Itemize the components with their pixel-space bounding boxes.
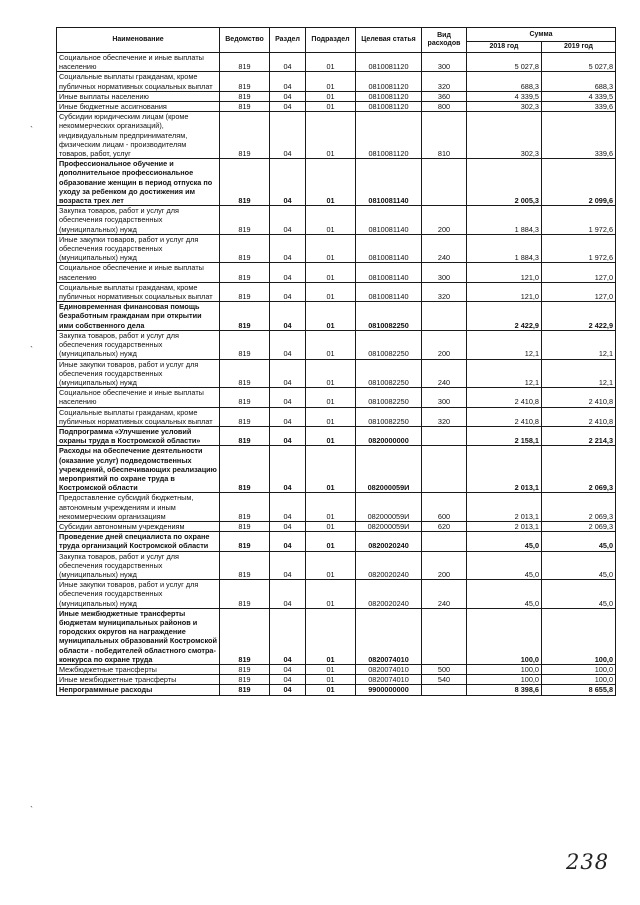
cell-target: 0820074010 xyxy=(356,608,422,664)
cell-name: Субсидии автономным учреждениям xyxy=(57,521,220,531)
cell-vedomstvo: 819 xyxy=(220,330,270,359)
cell-name: Иные закупки товаров, работ и услуг для обеспечения государственных (муниципальных) нужд xyxy=(57,580,220,609)
cell-target: 0810082250 xyxy=(356,359,422,388)
cell-razdel: 04 xyxy=(270,72,306,91)
col-header-podrazdel: Подраздел xyxy=(306,28,356,53)
cell-vedomstvo: 819 xyxy=(220,551,270,580)
table-row xyxy=(57,521,616,531)
cell-name: Иные выплаты населению xyxy=(57,91,220,101)
table-row xyxy=(57,608,616,664)
cell-podrazdel: 01 xyxy=(306,407,356,426)
table-row xyxy=(57,330,616,359)
cell-2019: 12,1 xyxy=(542,330,616,359)
cell-razdel: 04 xyxy=(270,102,306,112)
cell-podrazdel: 01 xyxy=(306,521,356,531)
cell-vid: 360 xyxy=(422,91,467,101)
table-row xyxy=(57,234,616,263)
col-header-name: Наименование xyxy=(57,28,220,53)
cell-vedomstvo: 819 xyxy=(220,234,270,263)
cell-2018: 100,0 xyxy=(467,608,542,664)
cell-2019: 1 972,6 xyxy=(542,206,616,235)
cell-target: 0810081140 xyxy=(356,282,422,301)
cell-target: 0820074010 xyxy=(356,665,422,675)
cell-target: 0820020240 xyxy=(356,532,422,551)
cell-2018: 8 398,6 xyxy=(467,685,542,695)
cell-podrazdel: 01 xyxy=(306,608,356,664)
cell-2018: 12,1 xyxy=(467,330,542,359)
page-number: 238 xyxy=(566,850,610,874)
cell-razdel: 04 xyxy=(270,551,306,580)
cell-vid: 240 xyxy=(422,359,467,388)
table-row xyxy=(57,53,616,72)
cell-podrazdel: 01 xyxy=(306,330,356,359)
cell-razdel: 04 xyxy=(270,159,306,206)
table-row xyxy=(57,206,616,235)
table-row xyxy=(57,551,616,580)
cell-podrazdel: 01 xyxy=(306,446,356,493)
cell-vid: 200 xyxy=(422,330,467,359)
cell-target: 0810082250 xyxy=(356,407,422,426)
cell-2019: 2 422,9 xyxy=(542,302,616,331)
cell-vedomstvo: 819 xyxy=(220,580,270,609)
cell-target: 0810081140 xyxy=(356,206,422,235)
table-row xyxy=(57,665,616,675)
cell-2019: 339,6 xyxy=(542,102,616,112)
cell-razdel: 04 xyxy=(270,608,306,664)
cell-2019: 2 069,3 xyxy=(542,521,616,531)
cell-2018: 302,3 xyxy=(467,112,542,159)
cell-2019: 45,0 xyxy=(542,580,616,609)
cell-target: 082000059И xyxy=(356,446,422,493)
cell-vedomstvo: 819 xyxy=(220,665,270,675)
cell-razdel: 04 xyxy=(270,685,306,695)
cell-podrazdel: 01 xyxy=(306,72,356,91)
cell-podrazdel: 01 xyxy=(306,102,356,112)
cell-razdel: 04 xyxy=(270,493,306,522)
cell-2018: 100,0 xyxy=(467,675,542,685)
cell-razdel: 04 xyxy=(270,302,306,331)
cell-vedomstvo: 819 xyxy=(220,53,270,72)
cell-name: Социальные выплаты гражданам, кроме публичных нормативных социальных выплат xyxy=(57,282,220,301)
table-row xyxy=(57,532,616,551)
cell-podrazdel: 01 xyxy=(306,665,356,675)
cell-2018: 5 027,8 xyxy=(467,53,542,72)
cell-target: 0810081120 xyxy=(356,102,422,112)
cell-vedomstvo: 819 xyxy=(220,263,270,282)
cell-2018: 2 422,9 xyxy=(467,302,542,331)
cell-podrazdel: 01 xyxy=(306,685,356,695)
cell-2019: 100,0 xyxy=(542,675,616,685)
table-row xyxy=(57,72,616,91)
cell-2019: 45,0 xyxy=(542,532,616,551)
cell-razdel: 04 xyxy=(270,532,306,551)
cell-2019: 45,0 xyxy=(542,551,616,580)
table-row xyxy=(57,282,616,301)
cell-razdel: 04 xyxy=(270,580,306,609)
cell-target: 0810082250 xyxy=(356,302,422,331)
cell-name: Закупка товаров, работ и услуг для обеспечения государственных (муниципальных) нужд xyxy=(57,330,220,359)
cell-vid: 320 xyxy=(422,282,467,301)
cell-podrazdel: 01 xyxy=(306,206,356,235)
cell-podrazdel: 01 xyxy=(306,263,356,282)
cell-vid: 600 xyxy=(422,493,467,522)
cell-razdel: 04 xyxy=(270,234,306,263)
cell-vedomstvo: 819 xyxy=(220,407,270,426)
cell-razdel: 04 xyxy=(270,521,306,531)
cell-vedomstvo: 819 xyxy=(220,685,270,695)
cell-vedomstvo: 819 xyxy=(220,282,270,301)
cell-2018: 45,0 xyxy=(467,580,542,609)
table-row xyxy=(57,426,616,445)
cell-vid xyxy=(422,608,467,664)
cell-2019: 8 655,8 xyxy=(542,685,616,695)
table-row xyxy=(57,580,616,609)
cell-podrazdel: 01 xyxy=(306,426,356,445)
cell-vedomstvo: 819 xyxy=(220,102,270,112)
table-row xyxy=(57,263,616,282)
cell-vid: 240 xyxy=(422,234,467,263)
cell-2018: 121,0 xyxy=(467,282,542,301)
cell-name: Предоставление субсидий бюджетным, автономным учреждениям и иным некоммерческим организациям xyxy=(57,493,220,522)
cell-podrazdel: 01 xyxy=(306,91,356,101)
cell-vedomstvo: 819 xyxy=(220,521,270,531)
cell-vedomstvo: 819 xyxy=(220,675,270,685)
cell-target: 0810081120 xyxy=(356,53,422,72)
cell-razdel: 04 xyxy=(270,263,306,282)
cell-vid: 500 xyxy=(422,665,467,675)
table-row xyxy=(57,446,616,493)
cell-vedomstvo: 819 xyxy=(220,91,270,101)
cell-target: 0810081120 xyxy=(356,112,422,159)
cell-vid xyxy=(422,532,467,551)
cell-2019: 339,6 xyxy=(542,112,616,159)
cell-2019: 100,0 xyxy=(542,608,616,664)
cell-2019: 5 027,8 xyxy=(542,53,616,72)
cell-target: 0820000000 xyxy=(356,426,422,445)
cell-2018: 2 013,1 xyxy=(467,493,542,522)
cell-podrazdel: 01 xyxy=(306,234,356,263)
cell-2019: 127,0 xyxy=(542,282,616,301)
cell-2018: 2 013,1 xyxy=(467,446,542,493)
cell-razdel: 04 xyxy=(270,91,306,101)
table-row xyxy=(57,112,616,159)
cell-2019: 688,3 xyxy=(542,72,616,91)
cell-razdel: 04 xyxy=(270,675,306,685)
cell-2018: 2 013,1 xyxy=(467,521,542,531)
table-row xyxy=(57,359,616,388)
cell-vid: 300 xyxy=(422,388,467,407)
cell-name: Социальное обеспечение и иные выплаты населению xyxy=(57,263,220,282)
cell-razdel: 04 xyxy=(270,388,306,407)
cell-vedomstvo: 819 xyxy=(220,426,270,445)
cell-razdel: 04 xyxy=(270,282,306,301)
cell-razdel: 04 xyxy=(270,446,306,493)
cell-podrazdel: 01 xyxy=(306,359,356,388)
cell-2019: 127,0 xyxy=(542,263,616,282)
table-row xyxy=(57,102,616,112)
cell-vedomstvo: 819 xyxy=(220,388,270,407)
budget-sheet xyxy=(56,27,615,696)
cell-vid: 540 xyxy=(422,675,467,685)
cell-vid: 240 xyxy=(422,580,467,609)
cell-target: 0810081120 xyxy=(356,72,422,91)
cell-vedomstvo: 819 xyxy=(220,493,270,522)
cell-name: Профессиональное обучение и дополнительное профессиональное образование женщин в период отпуска по уходу за ребенком до достижения им возраста трех лет xyxy=(57,159,220,206)
cell-name: Социальное обеспечение и иные выплаты населению xyxy=(57,53,220,72)
cell-podrazdel: 01 xyxy=(306,159,356,206)
cell-razdel: 04 xyxy=(270,206,306,235)
cell-target: 082000059И xyxy=(356,493,422,522)
cell-podrazdel: 01 xyxy=(306,302,356,331)
cell-2018: 12,1 xyxy=(467,359,542,388)
cell-vid: 300 xyxy=(422,263,467,282)
cell-2019: 2 410,8 xyxy=(542,388,616,407)
cell-podrazdel: 01 xyxy=(306,675,356,685)
cell-2018: 121,0 xyxy=(467,263,542,282)
cell-vedomstvo: 819 xyxy=(220,608,270,664)
cell-target: 0810082250 xyxy=(356,388,422,407)
cell-vid xyxy=(422,302,467,331)
cell-name: Иные закупки товаров, работ и услуг для обеспечения государственных (муниципальных) нужд xyxy=(57,234,220,263)
cell-name: Подпрограмма «Улучшение условий охраны труда в Костромской области» xyxy=(57,426,220,445)
cell-target: 0820020240 xyxy=(356,551,422,580)
cell-2018: 2 005,3 xyxy=(467,159,542,206)
cell-name: Иные межбюджетные трансферты xyxy=(57,675,220,685)
cell-target: 9900000000 xyxy=(356,685,422,695)
cell-vid: 800 xyxy=(422,102,467,112)
table-row xyxy=(57,159,616,206)
table-row xyxy=(57,493,616,522)
cell-vedomstvo: 819 xyxy=(220,359,270,388)
col-header-vedomstvo: Ведомство xyxy=(220,28,270,53)
cell-vedomstvo: 819 xyxy=(220,302,270,331)
cell-name: Иные межбюджетные трансферты бюджетам муниципальных районов и городских округов на награждение муниципальных образований Костромской области - победителей областного смотра-конкурса по охране труда xyxy=(57,608,220,664)
cell-2018: 4 339,5 xyxy=(467,91,542,101)
cell-2019: 2 410,8 xyxy=(542,407,616,426)
cell-vid: 810 xyxy=(422,112,467,159)
cell-vedomstvo: 819 xyxy=(220,206,270,235)
cell-podrazdel: 01 xyxy=(306,532,356,551)
cell-2019: 12,1 xyxy=(542,359,616,388)
cell-2018: 2 158,1 xyxy=(467,426,542,445)
margin-tick: ` xyxy=(30,345,33,355)
cell-target: 0810081140 xyxy=(356,263,422,282)
cell-target: 0820020240 xyxy=(356,580,422,609)
col-header-target: Целевая статья xyxy=(356,28,422,53)
cell-razdel: 04 xyxy=(270,665,306,675)
cell-vedomstvo: 819 xyxy=(220,72,270,91)
cell-name: Межбюджетные трансферты xyxy=(57,665,220,675)
cell-vedomstvo: 819 xyxy=(220,446,270,493)
cell-2019: 2 214,3 xyxy=(542,426,616,445)
table-row xyxy=(57,388,616,407)
cell-razdel: 04 xyxy=(270,359,306,388)
cell-podrazdel: 01 xyxy=(306,112,356,159)
budget-table xyxy=(56,27,616,696)
cell-podrazdel: 01 xyxy=(306,388,356,407)
cell-2018: 45,0 xyxy=(467,551,542,580)
cell-2018: 302,3 xyxy=(467,102,542,112)
cell-name: Закупка товаров, работ и услуг для обеспечения государственных (муниципальных) нужд xyxy=(57,551,220,580)
cell-2019: 2 069,3 xyxy=(542,446,616,493)
cell-razdel: 04 xyxy=(270,330,306,359)
cell-target: 0810081140 xyxy=(356,234,422,263)
cell-podrazdel: 01 xyxy=(306,551,356,580)
margin-tick: ` xyxy=(30,805,33,815)
cell-2018: 1 884,3 xyxy=(467,206,542,235)
cell-vid: 200 xyxy=(422,551,467,580)
cell-2018: 45,0 xyxy=(467,532,542,551)
cell-name: Иные закупки товаров, работ и услуг для обеспечения государственных (муниципальных) нужд xyxy=(57,359,220,388)
cell-name: Социальные выплаты гражданам, кроме публичных нормативных социальных выплат xyxy=(57,407,220,426)
cell-razdel: 04 xyxy=(270,112,306,159)
cell-vid xyxy=(422,685,467,695)
table-row xyxy=(57,685,616,695)
cell-name: Расходы на обеспечение деятельности (оказание услуг) подведомственных учреждений, обеспечивающих реализацию мероприятий по охране труда в Костромской области xyxy=(57,446,220,493)
cell-vid xyxy=(422,159,467,206)
cell-2019: 1 972,6 xyxy=(542,234,616,263)
cell-vedomstvo: 819 xyxy=(220,532,270,551)
table-row xyxy=(57,91,616,101)
cell-podrazdel: 01 xyxy=(306,282,356,301)
cell-name: Закупка товаров, работ и услуг для обеспечения государственных (муниципальных) нужд xyxy=(57,206,220,235)
cell-2019: 2 069,3 xyxy=(542,493,616,522)
table-row xyxy=(57,302,616,331)
cell-vid: 620 xyxy=(422,521,467,531)
col-header-2019: 2019 год xyxy=(542,42,616,53)
cell-name: Единовременная финансовая помощь безработным гражданам при открытии ими собственного дела xyxy=(57,302,220,331)
cell-target: 0810081120 xyxy=(356,91,422,101)
cell-name: Непрограммные расходы xyxy=(57,685,220,695)
cell-razdel: 04 xyxy=(270,53,306,72)
cell-2019: 100,0 xyxy=(542,665,616,675)
cell-podrazdel: 01 xyxy=(306,580,356,609)
cell-name: Иные бюджетные ассигнования xyxy=(57,102,220,112)
cell-name: Проведение дней специалиста по охране труда организаций Костромской области xyxy=(57,532,220,551)
col-header-vid: Вид расходов xyxy=(422,28,467,53)
cell-target: 0820074010 xyxy=(356,675,422,685)
col-header-summa: Сумма xyxy=(467,28,616,42)
col-header-2018: 2018 год xyxy=(467,42,542,53)
cell-target: 082000059И xyxy=(356,521,422,531)
col-header-razdel: Раздел xyxy=(270,28,306,53)
cell-vedomstvo: 819 xyxy=(220,159,270,206)
cell-2018: 1 884,3 xyxy=(467,234,542,263)
cell-name: Субсидии юридическим лицам (кроме некоммерческих организаций), индивидуальным предпринимателям, физическим лицам - производителям товаров, работ, услуг xyxy=(57,112,220,159)
cell-name: Социальные выплаты гражданам, кроме публичных нормативных социальных выплат xyxy=(57,72,220,91)
cell-2019: 4 339,5 xyxy=(542,91,616,101)
table-row xyxy=(57,675,616,685)
cell-vid: 320 xyxy=(422,407,467,426)
cell-vid xyxy=(422,446,467,493)
cell-2018: 2 410,8 xyxy=(467,407,542,426)
cell-podrazdel: 01 xyxy=(306,53,356,72)
cell-target: 0810082250 xyxy=(356,330,422,359)
cell-podrazdel: 01 xyxy=(306,493,356,522)
cell-vid: 200 xyxy=(422,206,467,235)
cell-vedomstvo: 819 xyxy=(220,112,270,159)
margin-tick: ` xyxy=(30,125,33,135)
cell-2018: 688,3 xyxy=(467,72,542,91)
cell-razdel: 04 xyxy=(270,407,306,426)
cell-razdel: 04 xyxy=(270,426,306,445)
cell-2018: 100,0 xyxy=(467,665,542,675)
cell-vid: 300 xyxy=(422,53,467,72)
cell-vid xyxy=(422,426,467,445)
cell-2019: 2 099,6 xyxy=(542,159,616,206)
table-row xyxy=(57,407,616,426)
cell-2018: 2 410,8 xyxy=(467,388,542,407)
cell-vid: 320 xyxy=(422,72,467,91)
cell-name: Социальное обеспечение и иные выплаты населению xyxy=(57,388,220,407)
cell-target: 0810081140 xyxy=(356,159,422,206)
